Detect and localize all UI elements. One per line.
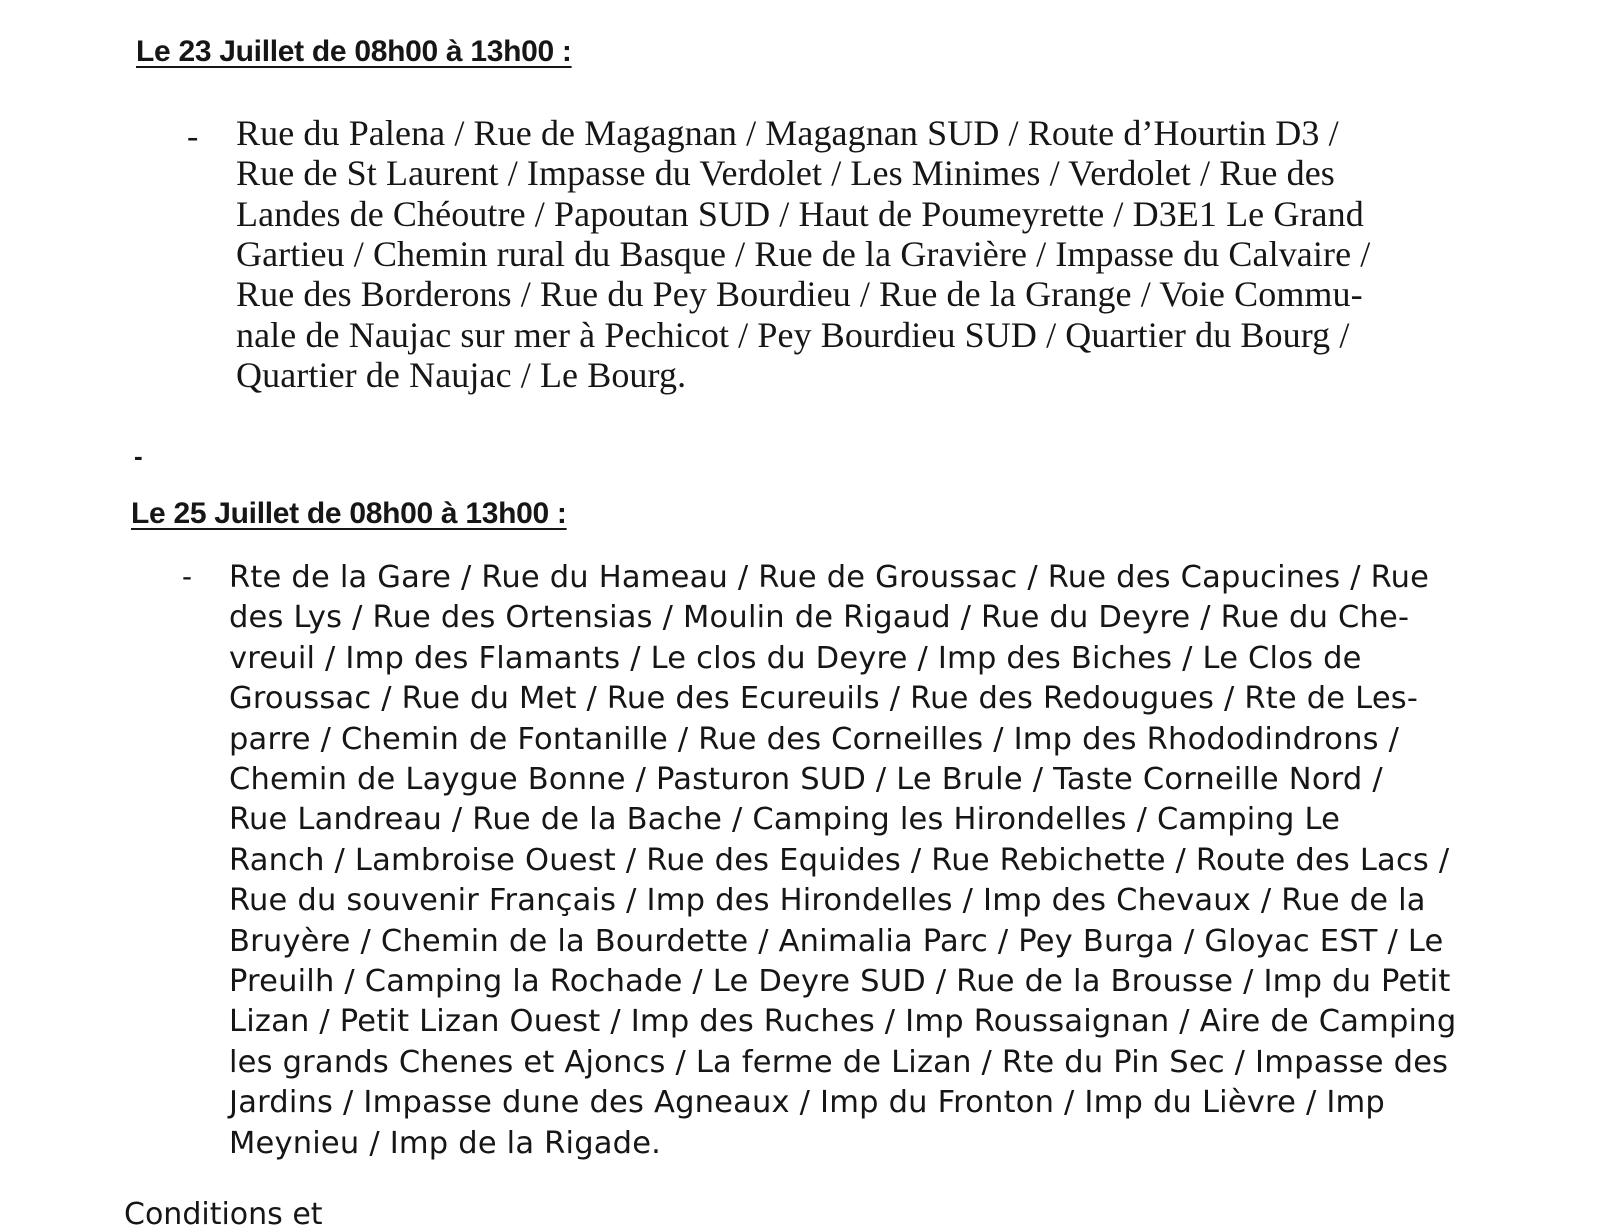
text-line: Rue du souvenir Français / Imp des Hirondelles / Imp des Chevaux / Rue de la	[229, 883, 1426, 919]
text-line: Gartieu / Chemin rural du Basque / Rue de la Gravière / Impasse du Calvaire /	[236, 233, 1371, 274]
section-heading-23-juillet: Le 23 Juillet de 08h00 à 13h00 :	[136, 35, 572, 68]
text-line: Lizan / Petit Lizan Ouest / Imp des Ruches / Imp Roussaignan / Aire de Camping	[229, 1004, 1457, 1040]
text-line: Rue des Borderons / Rue du Pey Bourdieu / Rue de la Grange / Voie Commu-	[236, 274, 1363, 315]
text-line: des Lys / Rue des Ortensias / Moulin de Rigaud / Rue du Deyre / Rue du Che-	[229, 600, 1410, 636]
separator-dash: -	[134, 441, 143, 471]
text-line: Quartier de Naujac / Le Bourg.	[236, 354, 687, 395]
text-line: parre / Chemin de Fontanille / Rue des Corneilles / Imp des Rhododindrons /	[229, 721, 1400, 757]
text-line: nale de Naujac sur mer à Pechicot / Pey Bourdieu SUD / Quartier du Bourg /	[236, 314, 1350, 355]
text-line: Jardins / Impasse dune des Agneaux / Imp du Fronton / Imp du Lièvre / Imp	[229, 1085, 1385, 1121]
text-line: Bruyère / Chemin de la Bourdette / Animalia Parc / Pey Burga / Gloyac EST / Le	[229, 923, 1444, 959]
text-line: Rte de la Gare / Rue du Hameau / Rue de Groussac / Rue des Capucines / Rue	[229, 560, 1430, 595]
bullet-dash: -	[182, 560, 192, 593]
text-line: Meynieu / Imp de la Rigade.	[229, 1125, 662, 1161]
text-line: les grands Chenes et Ajoncs / La ferme de Lizan / Rte du Pin Sec / Impasse des	[229, 1044, 1449, 1080]
text-line: Ranch / Lambroise Ouest / Rue des Equides / Rue Rebichette / Route des Lacs /	[229, 842, 1450, 878]
text-line: Chemin de Laygue Bonne / Pasturon SUD / Le Brule / Taste Corneille Nord /	[229, 762, 1383, 797]
text-line: Rue Landreau / Rue de la Bache / Camping les Hirondelles / Camping Le	[229, 802, 1341, 838]
section-heading-25-juillet: Le 25 Juillet de 08h00 à 13h00 :	[131, 497, 567, 530]
text-line: Rue de St Laurent / Impasse du Verdolet / Les Minimes / Verdolet / Rue des	[236, 153, 1335, 194]
text-line: Preuilh / Camping la Rochade / Le Deyre SUD / Rue de la Brousse / Imp du Petit	[229, 964, 1451, 999]
bullet-dash: -	[187, 118, 199, 155]
footer-text-cutoff: Conditions et	[124, 1197, 323, 1232]
text-line: Rue du Palena / Rue de Magagnan / Magagnan SUD / Route d’Hourtin D3 /	[236, 113, 1339, 153]
text-line: Landes de Chéoutre / Papoutan SUD / Haut de Poumeyrette / D3E1 Le Grand	[236, 193, 1364, 234]
text-line: vreuil / Imp des Flamants / Le clos du Deyre / Imp des Biches / Le Clos de	[229, 640, 1362, 676]
text-line: Groussac / Rue du Met / Rue des Ecureuils / Rue des Redougues / Rte de Les-	[229, 681, 1419, 717]
